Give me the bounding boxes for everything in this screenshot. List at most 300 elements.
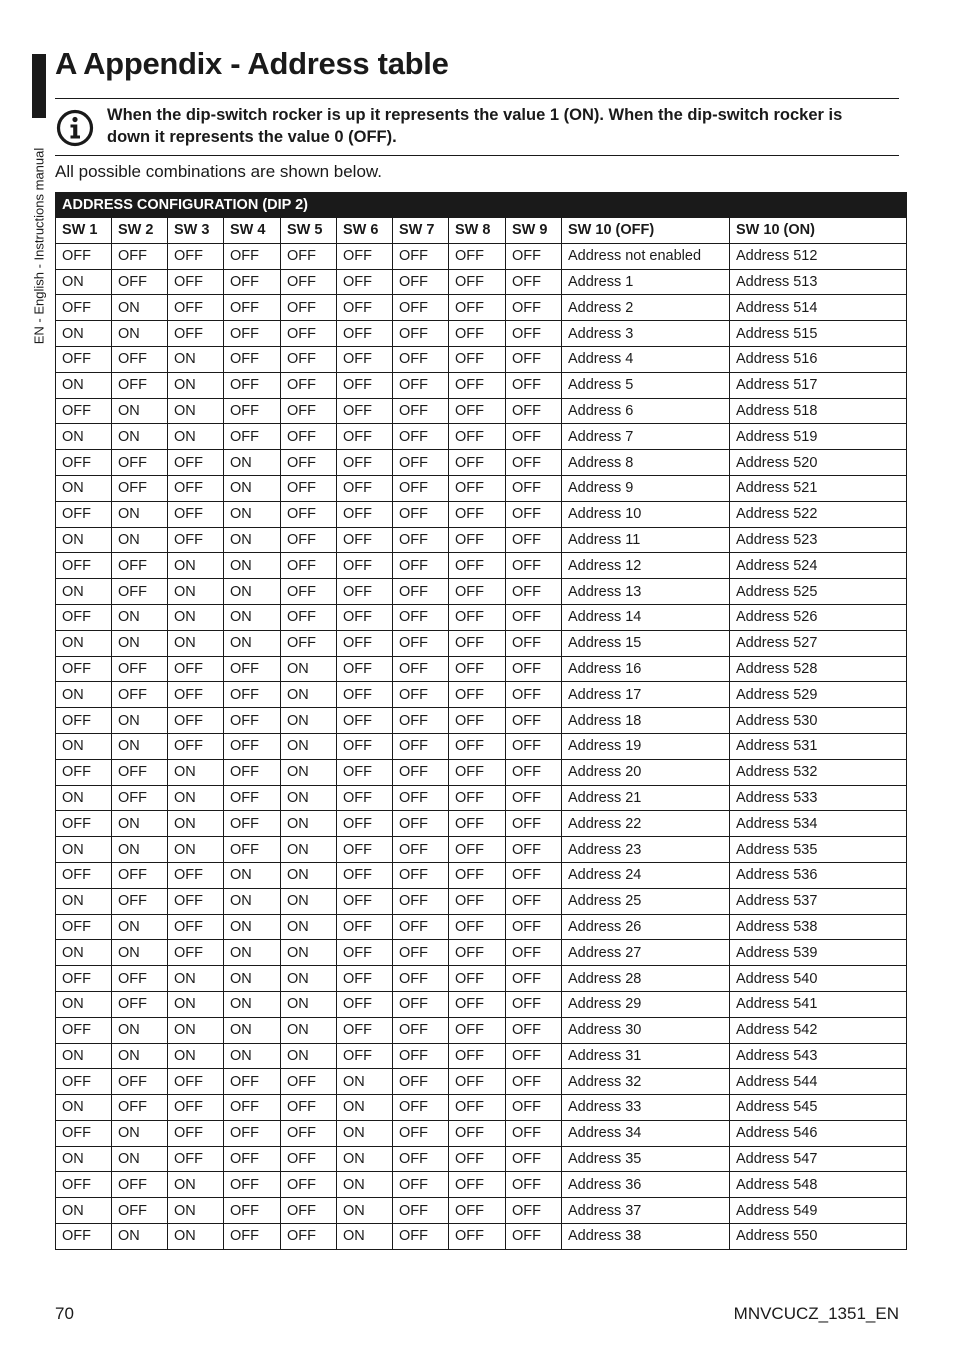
table-cell: Address 32 — [562, 1069, 730, 1095]
table-cell: OFF — [224, 295, 281, 321]
table-cell: Address 21 — [562, 785, 730, 811]
table-cell: OFF — [224, 1095, 281, 1121]
table-row — [56, 372, 907, 398]
table-cell: Address 538 — [730, 914, 907, 940]
table-cell: OFF — [393, 321, 449, 347]
note-text: When the dip-switch rocker is up it represents the value 1 (ON). When the dip-switch rocker is down it represents the value 0 (OFF). — [107, 106, 843, 146]
table-row — [56, 733, 907, 759]
table-cell: OFF — [337, 785, 393, 811]
table-cell: OFF — [506, 1043, 562, 1069]
table-cell: OFF — [449, 1017, 506, 1043]
table-cell: Address 537 — [730, 888, 907, 914]
table-cell: OFF — [506, 914, 562, 940]
table-cell: OFF — [393, 940, 449, 966]
table-cell: OFF — [337, 862, 393, 888]
table-cell: OFF — [449, 1095, 506, 1121]
table-cell: ON — [224, 579, 281, 605]
table-row — [56, 450, 907, 476]
table-cell: OFF — [224, 682, 281, 708]
table-cell: OFF — [112, 1172, 168, 1198]
table-cell: ON — [112, 424, 168, 450]
table-cell: ON — [56, 733, 112, 759]
table-cell: OFF — [393, 295, 449, 321]
table-row — [56, 1017, 907, 1043]
table-cell: OFF — [337, 991, 393, 1017]
table-cell: OFF — [337, 321, 393, 347]
table-cell: ON — [281, 888, 337, 914]
table-cell: ON — [281, 966, 337, 992]
table-cell: OFF — [281, 475, 337, 501]
column-header: SW 3 — [168, 218, 224, 244]
table-cell: OFF — [506, 424, 562, 450]
table-cell: Address 25 — [562, 888, 730, 914]
table-cell: OFF — [56, 553, 112, 579]
table-cell: OFF — [56, 1120, 112, 1146]
table-cell: OFF — [56, 450, 112, 476]
table-cell: OFF — [56, 1224, 112, 1250]
table-caption: ADDRESS CONFIGURATION (DIP 2) — [56, 193, 907, 218]
table-header-row — [56, 218, 907, 244]
table-cell: ON — [56, 1095, 112, 1121]
table-cell: OFF — [281, 424, 337, 450]
table-cell: OFF — [449, 785, 506, 811]
table-cell: OFF — [393, 682, 449, 708]
table-cell: OFF — [112, 656, 168, 682]
table-cell: OFF — [281, 1095, 337, 1121]
table-cell: OFF — [449, 475, 506, 501]
table-cell: OFF — [449, 321, 506, 347]
table-cell: Address 516 — [730, 346, 907, 372]
table-row — [56, 346, 907, 372]
table-cell: ON — [168, 1017, 224, 1043]
table-cell: OFF — [337, 1043, 393, 1069]
table-cell: OFF — [449, 579, 506, 605]
table-cell: OFF — [449, 630, 506, 656]
table-cell: ON — [281, 708, 337, 734]
table-row — [56, 1198, 907, 1224]
table-cell: OFF — [56, 295, 112, 321]
table-cell: OFF — [112, 579, 168, 605]
table-cell: OFF — [393, 1017, 449, 1043]
table-cell: OFF — [506, 295, 562, 321]
table-cell: OFF — [449, 372, 506, 398]
table-cell: OFF — [337, 553, 393, 579]
table-cell: Address 536 — [730, 862, 907, 888]
table-cell: OFF — [337, 527, 393, 553]
table-cell: OFF — [281, 501, 337, 527]
table-cell: OFF — [449, 682, 506, 708]
table-row — [56, 398, 907, 424]
table-row — [56, 1146, 907, 1172]
table-cell: Address 23 — [562, 837, 730, 863]
table-row — [56, 243, 907, 269]
table-cell: OFF — [393, 966, 449, 992]
table-cell: OFF — [224, 269, 281, 295]
table-cell: Address 519 — [730, 424, 907, 450]
table-row — [56, 914, 907, 940]
table-cell: ON — [56, 424, 112, 450]
table-cell: Address 533 — [730, 785, 907, 811]
table-cell: Address 30 — [562, 1017, 730, 1043]
table-cell: OFF — [224, 837, 281, 863]
table-cell: OFF — [56, 811, 112, 837]
table-cell: ON — [224, 888, 281, 914]
table-row — [56, 527, 907, 553]
table-cell: Address 525 — [730, 579, 907, 605]
table-cell: Address 530 — [730, 708, 907, 734]
table-row — [56, 811, 907, 837]
table-cell: OFF — [337, 759, 393, 785]
table-row — [56, 1120, 907, 1146]
table-cell: ON — [112, 1017, 168, 1043]
table-cell: ON — [168, 837, 224, 863]
table-cell: OFF — [112, 346, 168, 372]
column-header: SW 6 — [337, 218, 393, 244]
table-cell: ON — [56, 527, 112, 553]
table-row — [56, 837, 907, 863]
table-cell: ON — [56, 372, 112, 398]
table-cell: Address 544 — [730, 1069, 907, 1095]
table-cell: OFF — [506, 888, 562, 914]
table-cell: OFF — [337, 914, 393, 940]
table-cell: OFF — [112, 269, 168, 295]
table-cell: OFF — [449, 1172, 506, 1198]
table-cell: ON — [168, 991, 224, 1017]
table-cell: OFF — [337, 708, 393, 734]
table-cell: ON — [112, 1146, 168, 1172]
table-cell: OFF — [337, 579, 393, 605]
table-cell: OFF — [393, 733, 449, 759]
table-cell: OFF — [56, 501, 112, 527]
page-title: A Appendix - Address table — [55, 46, 449, 81]
table-cell: Address 515 — [730, 321, 907, 347]
table-cell: ON — [224, 1017, 281, 1043]
table-cell: OFF — [393, 1224, 449, 1250]
table-row — [56, 424, 907, 450]
table-cell: ON — [112, 940, 168, 966]
table-cell: ON — [112, 604, 168, 630]
table-cell: OFF — [56, 398, 112, 424]
table-cell: OFF — [506, 1069, 562, 1095]
table-cell: ON — [224, 553, 281, 579]
sidebar-bar — [32, 54, 46, 118]
table-cell: OFF — [112, 759, 168, 785]
table-cell: OFF — [224, 785, 281, 811]
table-row — [56, 295, 907, 321]
table-cell: Address 1 — [562, 269, 730, 295]
table-cell: ON — [112, 837, 168, 863]
table-cell: OFF — [393, 837, 449, 863]
table-cell: Address 8 — [562, 450, 730, 476]
table-cell: OFF — [168, 321, 224, 347]
table-cell: Address not enabled — [562, 243, 730, 269]
table-row — [56, 475, 907, 501]
table-cell: OFF — [449, 295, 506, 321]
table-cell: OFF — [56, 1069, 112, 1095]
table-cell: OFF — [112, 553, 168, 579]
table-cell: ON — [168, 811, 224, 837]
table-cell: OFF — [281, 1172, 337, 1198]
table-cell: ON — [281, 811, 337, 837]
table-cell: OFF — [281, 398, 337, 424]
column-header: SW 9 — [506, 218, 562, 244]
table-cell: OFF — [337, 733, 393, 759]
table-cell: OFF — [224, 1172, 281, 1198]
table-cell: Address 523 — [730, 527, 907, 553]
table-cell: OFF — [506, 450, 562, 476]
table-cell: OFF — [393, 501, 449, 527]
table-cell: OFF — [112, 966, 168, 992]
table-cell: OFF — [281, 295, 337, 321]
table-cell: Address 38 — [562, 1224, 730, 1250]
table-cell: ON — [337, 1146, 393, 1172]
table-cell: OFF — [281, 321, 337, 347]
info-icon — [56, 109, 94, 147]
table-cell: ON — [281, 991, 337, 1017]
table-cell: ON — [281, 1017, 337, 1043]
table-cell: OFF — [224, 1198, 281, 1224]
table-cell: OFF — [449, 1043, 506, 1069]
table-cell: ON — [112, 630, 168, 656]
table-cell: OFF — [112, 450, 168, 476]
page-number: 70 — [55, 1304, 74, 1323]
table-row — [56, 1172, 907, 1198]
table-cell: ON — [112, 1224, 168, 1250]
table-cell: ON — [224, 501, 281, 527]
table-row — [56, 888, 907, 914]
table-cell: OFF — [449, 269, 506, 295]
table-cell: Address 28 — [562, 966, 730, 992]
table-cell: OFF — [449, 733, 506, 759]
table-cell: OFF — [506, 346, 562, 372]
table-cell: OFF — [393, 759, 449, 785]
table-cell: ON — [337, 1095, 393, 1121]
table-cell: Address 531 — [730, 733, 907, 759]
table-cell: Address 34 — [562, 1120, 730, 1146]
table-cell: OFF — [449, 1069, 506, 1095]
table-cell: Address 528 — [730, 656, 907, 682]
table-cell: OFF — [449, 940, 506, 966]
table-cell: OFF — [337, 837, 393, 863]
table-cell: OFF — [393, 346, 449, 372]
table-cell: OFF — [506, 1224, 562, 1250]
table-cell: ON — [281, 785, 337, 811]
table-row — [56, 553, 907, 579]
table-cell: OFF — [168, 527, 224, 553]
note-divider — [55, 155, 899, 156]
table-cell: ON — [112, 1120, 168, 1146]
table-cell: ON — [168, 604, 224, 630]
table-cell: OFF — [224, 1146, 281, 1172]
table-cell: OFF — [168, 269, 224, 295]
table-cell: OFF — [449, 914, 506, 940]
table-cell: Address 549 — [730, 1198, 907, 1224]
table-cell: OFF — [56, 656, 112, 682]
table-cell: ON — [168, 424, 224, 450]
table-cell: Address 18 — [562, 708, 730, 734]
table-cell: OFF — [56, 966, 112, 992]
column-header: SW 2 — [112, 218, 168, 244]
table-cell: ON — [224, 475, 281, 501]
table-cell: ON — [56, 991, 112, 1017]
table-cell: OFF — [506, 630, 562, 656]
table-cell: OFF — [337, 888, 393, 914]
table-cell: OFF — [393, 1146, 449, 1172]
table-cell: ON — [168, 346, 224, 372]
table-cell: Address 33 — [562, 1095, 730, 1121]
table-cell: OFF — [168, 475, 224, 501]
table-cell: OFF — [337, 682, 393, 708]
table-cell: OFF — [337, 966, 393, 992]
table-cell: OFF — [112, 682, 168, 708]
table-cell: OFF — [449, 837, 506, 863]
table-cell: ON — [281, 733, 337, 759]
table-cell: Address 539 — [730, 940, 907, 966]
table-row — [56, 785, 907, 811]
table-cell: OFF — [337, 501, 393, 527]
table-cell: Address 526 — [730, 604, 907, 630]
table-cell: OFF — [393, 243, 449, 269]
table-row — [56, 966, 907, 992]
table-cell: ON — [224, 940, 281, 966]
table-cell: OFF — [393, 811, 449, 837]
table-cell: ON — [337, 1120, 393, 1146]
table-cell: Address 521 — [730, 475, 907, 501]
table-cell: ON — [56, 630, 112, 656]
table-cell: OFF — [337, 630, 393, 656]
table-cell: OFF — [506, 372, 562, 398]
address-table — [55, 192, 907, 1250]
table-cell: OFF — [224, 759, 281, 785]
table-cell: OFF — [281, 346, 337, 372]
table-cell: OFF — [112, 372, 168, 398]
table-cell: OFF — [393, 656, 449, 682]
table-cell: Address 543 — [730, 1043, 907, 1069]
table-cell: Address 31 — [562, 1043, 730, 1069]
table-cell: OFF — [224, 321, 281, 347]
table-cell: ON — [112, 501, 168, 527]
table-cell: Address 540 — [730, 966, 907, 992]
table-cell: ON — [281, 837, 337, 863]
table-cell: Address 550 — [730, 1224, 907, 1250]
table-cell: OFF — [506, 966, 562, 992]
table-cell: Address 19 — [562, 733, 730, 759]
table-cell: ON — [224, 630, 281, 656]
table-cell: OFF — [506, 1120, 562, 1146]
table-cell: Address 15 — [562, 630, 730, 656]
table-row — [56, 604, 907, 630]
table-cell: OFF — [393, 604, 449, 630]
table-cell: OFF — [337, 450, 393, 476]
table-cell: ON — [168, 630, 224, 656]
intro-text: All possible combinations are shown below. — [55, 162, 382, 181]
table-cell: Address 16 — [562, 656, 730, 682]
table-cell: OFF — [506, 708, 562, 734]
table-cell: OFF — [449, 708, 506, 734]
table-cell: Address 529 — [730, 682, 907, 708]
table-cell: ON — [112, 733, 168, 759]
table-cell: OFF — [56, 1172, 112, 1198]
table-cell: ON — [337, 1172, 393, 1198]
table-cell: OFF — [506, 733, 562, 759]
table-cell: Address 545 — [730, 1095, 907, 1121]
table-cell: ON — [281, 1043, 337, 1069]
table-cell: OFF — [393, 1120, 449, 1146]
table-cell: OFF — [168, 295, 224, 321]
column-header: SW 10 (ON) — [730, 218, 907, 244]
table-cell: Address 513 — [730, 269, 907, 295]
table-cell: Address 514 — [730, 295, 907, 321]
table-cell: OFF — [449, 553, 506, 579]
table-row — [56, 630, 907, 656]
table-cell: ON — [56, 321, 112, 347]
table-cell: ON — [224, 450, 281, 476]
table-cell: ON — [56, 785, 112, 811]
table-cell: Address 518 — [730, 398, 907, 424]
table-cell: Address 24 — [562, 862, 730, 888]
table-cell: Address 13 — [562, 579, 730, 605]
table-cell: OFF — [506, 321, 562, 347]
table-cell: ON — [112, 811, 168, 837]
table-cell: ON — [168, 1043, 224, 1069]
table-cell: OFF — [337, 1017, 393, 1043]
table-cell: OFF — [224, 733, 281, 759]
table-cell: OFF — [112, 1069, 168, 1095]
table-cell: OFF — [449, 527, 506, 553]
table-row — [56, 321, 907, 347]
table-cell: OFF — [337, 243, 393, 269]
table-cell: OFF — [506, 269, 562, 295]
table-cell: Address 29 — [562, 991, 730, 1017]
table-cell: OFF — [56, 759, 112, 785]
table-cell: OFF — [168, 914, 224, 940]
table-cell: OFF — [506, 553, 562, 579]
table-cell: OFF — [112, 243, 168, 269]
table-cell: OFF — [337, 940, 393, 966]
table-cell: Address 27 — [562, 940, 730, 966]
table-cell: OFF — [449, 424, 506, 450]
document-code: MNVCUCZ_1351_EN — [733, 1304, 899, 1323]
table-cell: Address 3 — [562, 321, 730, 347]
table-cell: OFF — [281, 372, 337, 398]
table-cell: OFF — [506, 501, 562, 527]
table-cell: OFF — [393, 1043, 449, 1069]
table-cell: ON — [281, 682, 337, 708]
table-cell: OFF — [393, 1069, 449, 1095]
table-cell: OFF — [393, 398, 449, 424]
table-cell: Address 548 — [730, 1172, 907, 1198]
table-cell: OFF — [56, 243, 112, 269]
table-cell: Address 534 — [730, 811, 907, 837]
table-cell: ON — [112, 398, 168, 424]
top-divider — [55, 98, 899, 99]
table-cell: OFF — [281, 1120, 337, 1146]
table-cell: OFF — [393, 708, 449, 734]
table-cell: OFF — [506, 398, 562, 424]
column-header: SW 4 — [224, 218, 281, 244]
table-cell: OFF — [393, 424, 449, 450]
table-cell: ON — [224, 991, 281, 1017]
table-cell: OFF — [224, 811, 281, 837]
table-cell: Address 532 — [730, 759, 907, 785]
table-cell: OFF — [393, 991, 449, 1017]
table-cell: OFF — [337, 604, 393, 630]
table-cell: OFF — [224, 346, 281, 372]
table-cell: ON — [281, 862, 337, 888]
table-cell: OFF — [224, 1069, 281, 1095]
table-cell: Address 26 — [562, 914, 730, 940]
table-cell: OFF — [56, 708, 112, 734]
